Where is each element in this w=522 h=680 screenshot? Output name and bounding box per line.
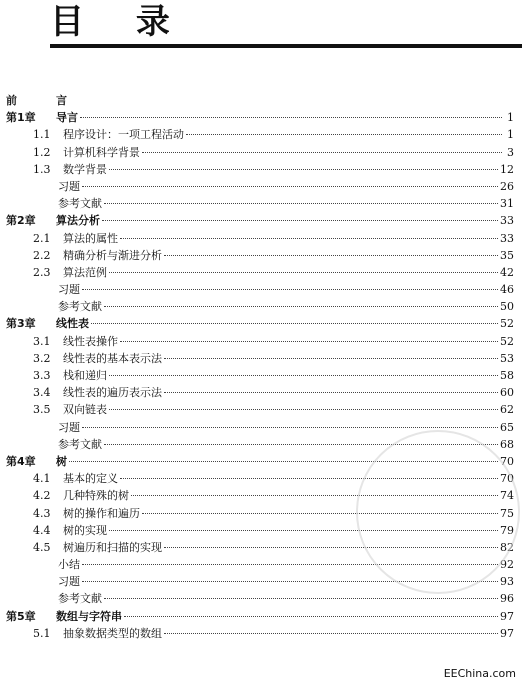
toc-title: 习题 [58, 283, 80, 297]
toc-title: 参考文献 [58, 437, 102, 451]
toc-page-number: 82 [500, 540, 514, 554]
toc-entry [0, 281, 522, 298]
toc-leader-dots [164, 633, 498, 634]
toc-page-number: 33 [500, 214, 514, 228]
toc-title: 线性表 [56, 317, 89, 331]
toc-number: 前 [6, 94, 17, 107]
toc-number: 3.1 [33, 334, 51, 348]
toc-title: 习题 [58, 575, 80, 589]
toc-leader-dots [109, 409, 498, 410]
toc-leader-dots [102, 220, 498, 221]
toc-entry [0, 367, 522, 384]
toc-number: 第3章 [6, 317, 36, 331]
toc-page-number: 75 [500, 506, 514, 520]
toc-title: 导言 [56, 111, 78, 125]
toc-title: 线性表的基本表示法 [63, 351, 162, 365]
toc-page-number: 1 [507, 128, 514, 142]
toc-leader-dots [120, 238, 498, 239]
toc-entry [0, 178, 522, 195]
toc-number: 第5章 [6, 609, 36, 623]
toc-title: 参考文献 [58, 197, 102, 211]
toc-number: 3.2 [33, 351, 51, 365]
toc-title: 计算机科学背景 [63, 145, 140, 159]
toc-entry [0, 195, 522, 212]
toc-title: 算法范例 [63, 265, 107, 279]
toc-entry [0, 161, 522, 178]
toc-number: 1.1 [33, 128, 51, 142]
toc-page-number: 52 [500, 317, 514, 331]
toc-title: 基本的定义 [63, 472, 118, 486]
toc-page-number: 12 [500, 162, 514, 176]
toc-title: 几种特殊的树 [63, 489, 129, 503]
toc-number: 第4章 [6, 454, 36, 468]
toc-leader-dots [82, 186, 498, 187]
toc-title: 参考文献 [58, 300, 102, 314]
toc-title: 树的实现 [63, 523, 107, 537]
toc-title: 抽象数据类型的数组 [63, 626, 162, 640]
toc-page-number: 50 [500, 300, 514, 314]
toc-title: 树遍历和扫描的实现 [63, 540, 162, 554]
toc-page-number: 52 [500, 334, 514, 348]
toc-leader-dots [142, 152, 502, 153]
toc-page-number: 60 [500, 386, 514, 400]
toc-page-number: 62 [500, 403, 514, 417]
toc-leader-dots [124, 616, 498, 617]
toc-title: 程序设计：一项工程活动 [63, 128, 184, 142]
toc-number: 4.3 [33, 506, 51, 520]
toc-title: 树 [56, 454, 67, 468]
toc-number: 2.1 [33, 231, 51, 245]
toc-leader-dots [82, 289, 498, 290]
toc-entry [0, 350, 522, 367]
toc-entry [0, 298, 522, 315]
toc-page-number: 92 [500, 558, 514, 572]
toc-page-number: 97 [500, 626, 514, 640]
toc-title: 算法分析 [56, 214, 100, 228]
toc-title: 算法的属性 [63, 231, 118, 245]
toc-page-number: 58 [500, 369, 514, 382]
toc-number: 4.1 [33, 472, 51, 486]
toc-page-number: 70 [500, 472, 514, 486]
toc-entry [0, 401, 522, 418]
toc-number: 5.1 [33, 626, 51, 640]
toc-page-number: 96 [500, 592, 514, 606]
toc-page-number: 97 [500, 609, 514, 623]
toc-leader-dots [109, 169, 498, 170]
toc-number: 1.3 [33, 162, 51, 176]
toc-leader-dots [120, 341, 498, 342]
toc-entry [0, 247, 522, 264]
toc-leader-dots [80, 117, 502, 118]
toc-leader-dots [82, 427, 498, 428]
toc-entry [0, 384, 522, 401]
toc-page-number: 31 [500, 197, 514, 211]
toc-number: 4.5 [33, 540, 51, 554]
toc-title: 参考文献 [58, 592, 102, 606]
toc-page-number: 74 [500, 489, 514, 503]
toc-entry [0, 144, 522, 161]
toc-number: 2.3 [33, 265, 51, 279]
toc-title: 习题 [58, 420, 80, 434]
toc-leader-dots [109, 272, 498, 273]
toc-page-number: 35 [500, 248, 514, 262]
toc-number: 3.3 [33, 369, 51, 382]
toc-chapter [0, 109, 522, 126]
toc-page-number: 53 [500, 351, 514, 365]
toc-number: 3.5 [33, 403, 51, 417]
toc-title: 栈和递归 [63, 369, 107, 382]
toc-title: 线性表操作 [63, 334, 118, 348]
toc-page-number: 65 [500, 420, 514, 434]
toc-number: 1.2 [33, 145, 51, 159]
toc-page-number: 93 [500, 575, 514, 589]
toc-entry [0, 625, 522, 642]
toc-number: 第1章 [6, 111, 36, 125]
toc-entry [0, 126, 522, 143]
toc-leader-dots [164, 358, 498, 359]
toc-title: 精确分析与渐进分析 [63, 248, 162, 262]
toc-leader-dots [186, 134, 502, 135]
toc-title: 双向链表 [63, 403, 107, 417]
toc-page-number: 68 [500, 437, 514, 451]
toc-number: 2.2 [33, 248, 51, 262]
footer-watermark-text: EEChina.com [443, 667, 516, 680]
toc-number: 第2章 [6, 214, 36, 228]
toc-chapter [0, 212, 522, 229]
title-rule [50, 44, 522, 48]
toc-number: 4.2 [33, 489, 51, 503]
toc-chapter [0, 608, 522, 625]
toc-entry [0, 333, 522, 350]
toc-leader-dots [104, 598, 498, 599]
page-title: 目 录 [50, 2, 190, 42]
toc-leader-dots [91, 323, 498, 324]
toc-title: 小结 [58, 558, 80, 572]
toc-page-number: 46 [500, 283, 514, 297]
toc-number: 4.4 [33, 523, 51, 537]
toc-leader-dots [104, 203, 498, 204]
toc-title: 树的操作和遍历 [63, 506, 140, 520]
toc-title: 数组与字符串 [56, 609, 122, 623]
watermark-seal [356, 430, 520, 594]
toc-entry [0, 264, 522, 281]
toc-title: 数学背景 [63, 162, 107, 176]
toc-page-number: 1 [507, 111, 514, 125]
toc-chapter [0, 92, 522, 109]
toc-page-number: 26 [500, 179, 514, 193]
toc-title: 线性表的遍历表示法 [63, 386, 162, 400]
toc-page-number: 3 [507, 145, 514, 159]
toc-page-number: 33 [500, 231, 514, 245]
toc-page-number: 70 [500, 454, 514, 468]
toc-page-number: 79 [500, 523, 514, 537]
toc-leader-dots [104, 306, 498, 307]
toc-page-number: 42 [500, 265, 514, 279]
toc-title: 言 [56, 94, 67, 107]
toc-leader-dots [164, 255, 498, 256]
toc-entry [0, 230, 522, 247]
toc-leader-dots [164, 392, 498, 393]
toc-leader-dots [109, 375, 498, 376]
toc-chapter [0, 315, 522, 332]
toc-number: 3.4 [33, 386, 51, 400]
toc-title: 习题 [58, 179, 80, 193]
